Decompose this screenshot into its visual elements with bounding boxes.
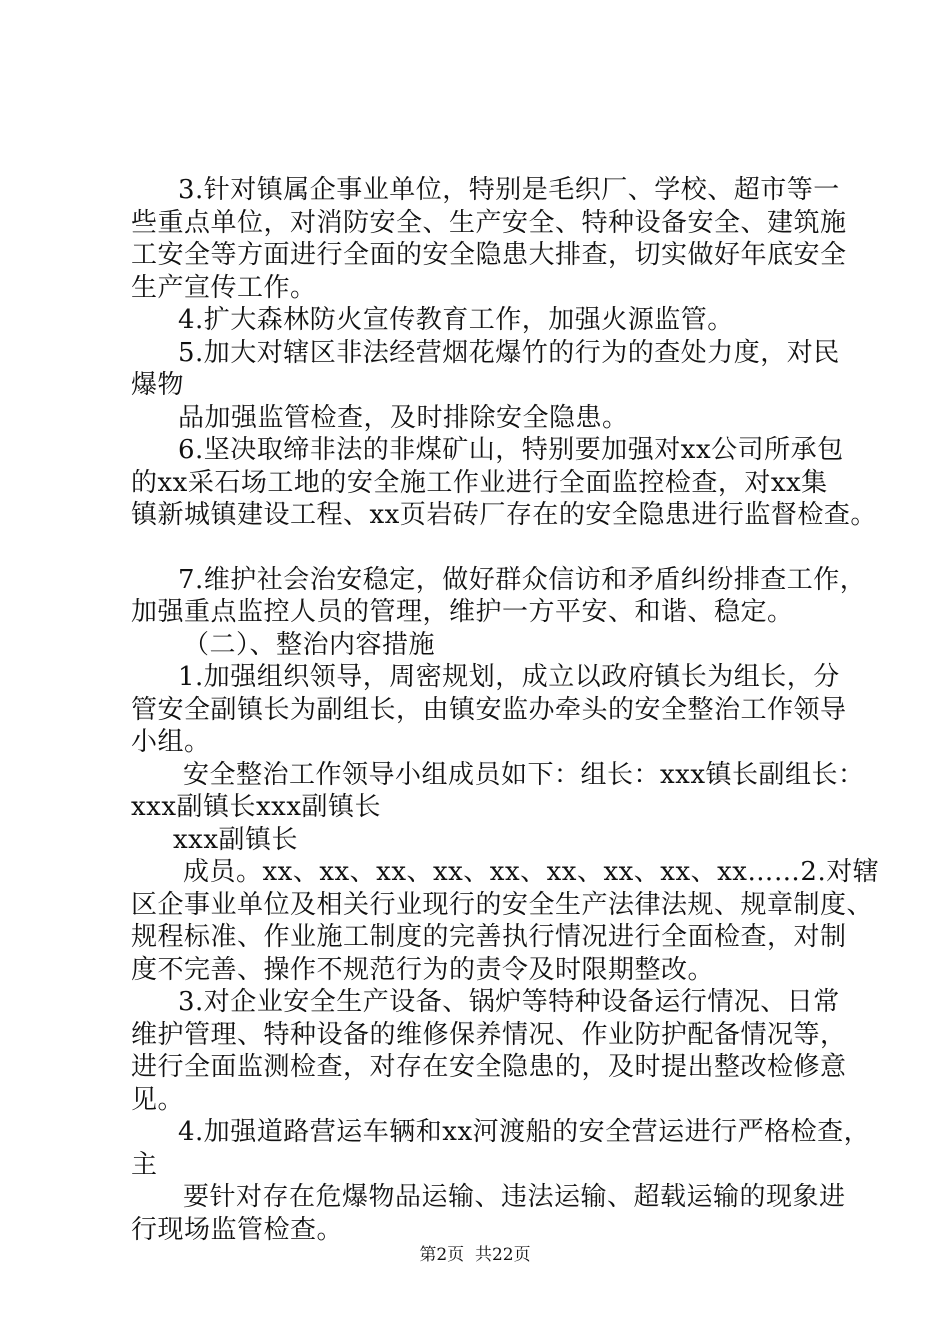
paragraph-line: 5.加大对辖区非法经营烟花爆竹的行为的查处力度，对民 (178, 337, 840, 368)
paragraph-line: 4.扩大森林防火宣传教育工作，加强火源监管。 (178, 305, 734, 335)
paragraph-line: 度不完善、操作不规范行为的责令及时限期整改。 (131, 954, 715, 985)
paragraph-line: 维护管理、特种设备的维修保养情况、作业防护配备情况等， (131, 1019, 847, 1050)
paragraph-line: 爆物 (131, 370, 185, 400)
paragraph-line: 要针对存在危爆物品运输、违法运输、超载运输的现象进 (183, 1182, 846, 1212)
paragraph-line: 生产宣传工作。 (131, 272, 317, 303)
paragraph-line: 7.维护社会治安稳定，做好群众信访和矛盾纠纷排查工作， (178, 564, 867, 595)
paragraph-line: 进行全面监测检查，对存在安全隐患的，及时提出整改检修意 (131, 1052, 847, 1082)
paragraph-line: 见。 (131, 1084, 185, 1115)
paragraph-line: （二）、整治内容措施 (183, 629, 436, 660)
paragraph-line: 工安全等方面进行全面的安全隐患大排查，切实做好年底安全 (131, 240, 847, 270)
paragraph-line: 4.加强道路营运车辆和xx河渡船的安全营运进行严格检查， (178, 1117, 871, 1147)
paragraph-line: 管安全副镇长为副组长，由镇安监办牵头的安全整治工作领导 (131, 694, 847, 725)
page-number-label: 第2页 共22页 (419, 1245, 531, 1265)
paragraph-line: 镇新城镇建设工程、xx页岩砖厂存在的安全隐患进行监督检查。 (131, 500, 877, 530)
paragraph-line: 行现场监管检查。 (131, 1214, 344, 1245)
paragraph-line: 的xx采石场工地的安全施工作业进行全面监控检查，对xx集 (131, 467, 828, 498)
paragraph-line: 品加强监管检查，及时排除安全隐患。 (178, 402, 629, 433)
paragraph-line: 6.坚决取缔非法的非煤矿山，特别要加强对xx公司所承包 (178, 435, 844, 465)
paragraph-line: 成员。xx、xx、xx、xx、xx、xx、xx、xx、xx……2.对辖 (183, 857, 880, 887)
blank-line (131, 532, 837, 564)
paragraph-line: 规程标准、作业施工制度的完善执行情况进行全面检查，对制 (131, 922, 847, 952)
paragraph-line: 1.加强组织领导，周密规划，成立以政府镇长为组长，分 (178, 662, 840, 692)
paragraph-line: 安全整治工作领导小组成员如下：组长：xxx镇长副组长： (183, 759, 865, 790)
paragraph-line: 小组。 (131, 727, 211, 757)
page-footer (0, 1244, 950, 1266)
paragraph-line: xxx副镇长xxx副镇长 (131, 792, 381, 822)
paragraph-line: 加强重点监控人员的管理，维护一方平安、和谐、稳定。 (131, 597, 794, 627)
paragraph-line: 3.对企业安全生产设备、锅炉等特种设备运行情况、日常 (178, 987, 840, 1017)
paragraph-line: 主 (131, 1149, 158, 1180)
paragraph-line: 区企事业单位及相关行业现行的安全生产法律法规、规章制度、 (131, 889, 874, 920)
document-body (131, 174, 880, 1246)
paragraph-line: 3.针对镇属企事业单位，特别是毛织厂、学校、超市等一 (178, 175, 840, 205)
paragraph-line: 些重点单位，对消防安全、生产安全、特种设备安全、建筑施 (131, 207, 847, 238)
paragraph-line: xxx副镇长 (173, 824, 298, 855)
